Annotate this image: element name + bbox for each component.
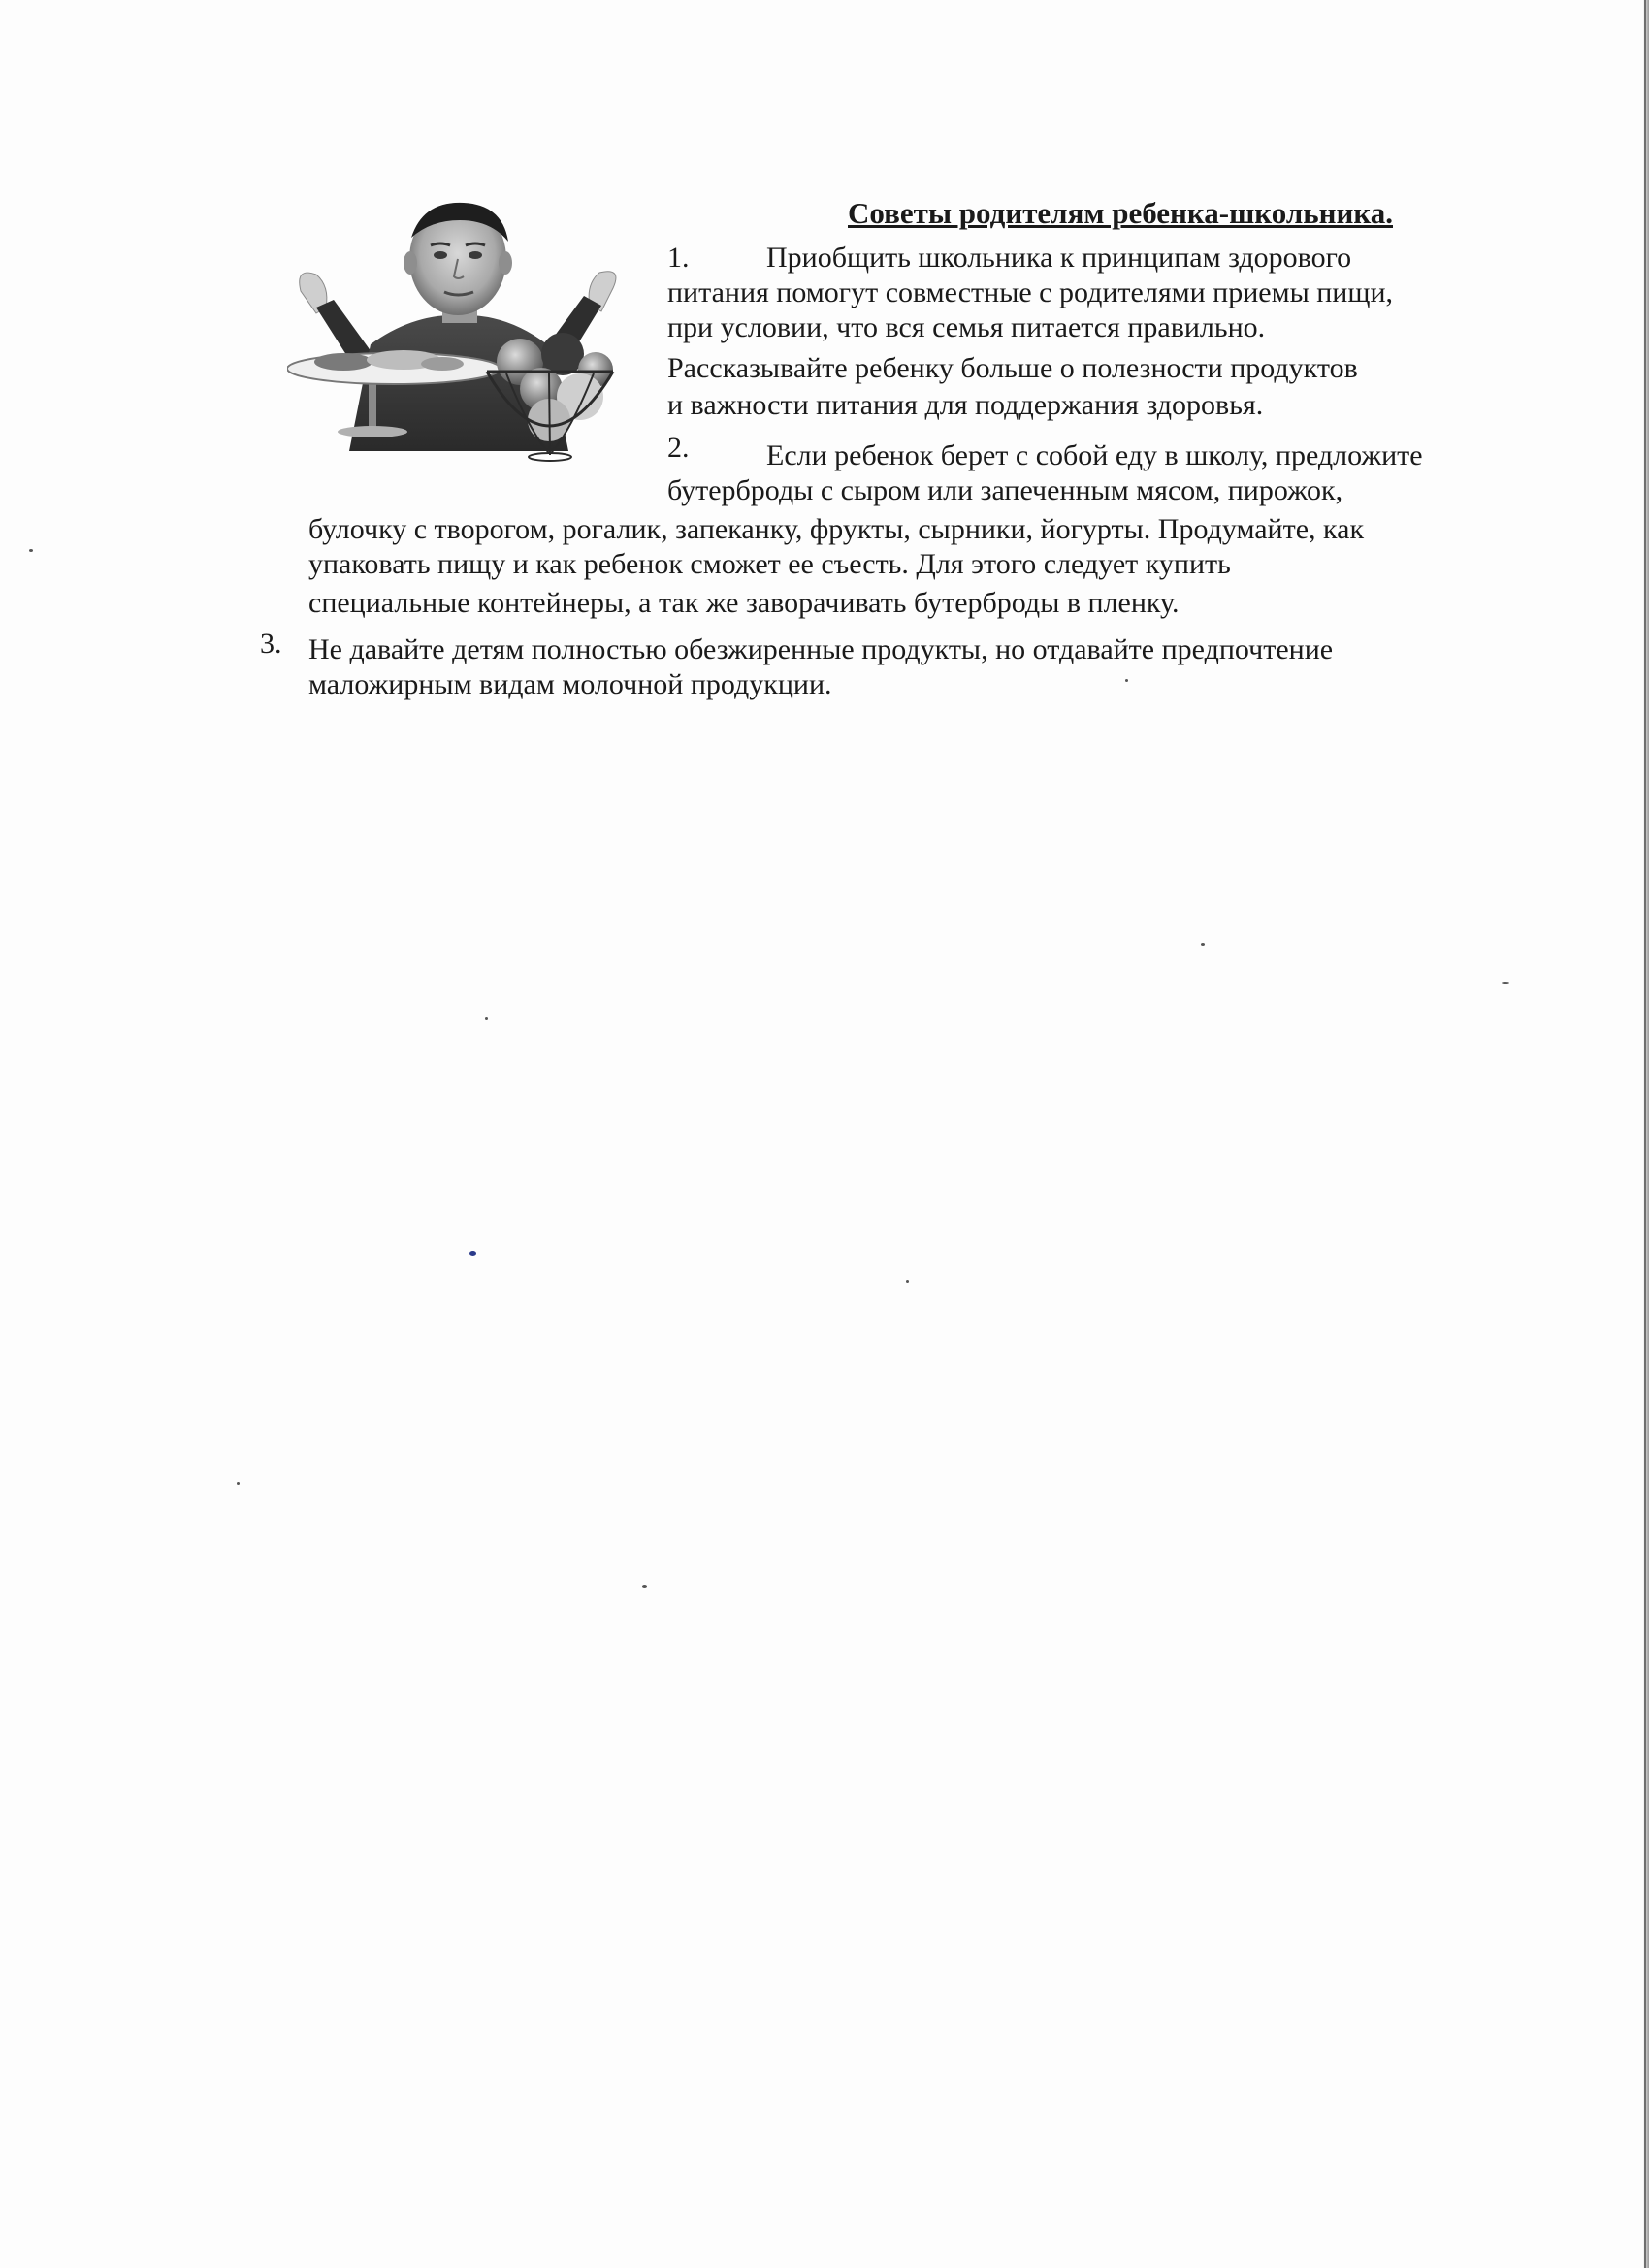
scan-speck (906, 1280, 909, 1283)
list-item-text-line: Рассказывайте ребенку больше о полезности продуктов (667, 352, 1358, 384)
list-item-text-line: Если ребенок берет с собой еду в школу, предложите (766, 439, 1423, 471)
document-title: Советы родителям ребенка-школьника. (848, 196, 1393, 230)
scan-speck (237, 1482, 240, 1485)
list-item-number: 3. (260, 628, 282, 660)
list-item-text-line: Приобщить школьника к принципам здорового (766, 242, 1352, 274)
list-item-number: 2. (667, 432, 690, 464)
list-item-text-line: специальные контейнеры, а так же заворачивать бутерброды в пленку. (308, 587, 1180, 619)
scan-speck (469, 1251, 476, 1256)
scan-speck (29, 549, 33, 552)
list-item-number: 1. (667, 242, 690, 274)
scan-speck (1201, 943, 1205, 946)
list-item-text-line: булочку с творогом, рогалик, запеканку, фрукты, сырники, йогурты. Продумайте, как (308, 513, 1365, 545)
scan-speck (642, 1585, 647, 1588)
list-item-text-line: Не давайте детям полностью обезжиренные продукты, но отдавайте предпочтение (308, 633, 1334, 665)
list-item-text-line: и важности питания для поддержания здоровья. (667, 389, 1264, 421)
scan-speck (1125, 679, 1128, 682)
list-item-text-line: бутерброды с сыром или запеченным мясом, пирожок, (667, 474, 1343, 506)
scan-speck (1502, 982, 1509, 984)
list-item-text-line: маложирным видам молочной продукции. (308, 668, 832, 700)
list-item-text-line: упаковать пищу и как ребенок сможет ее съесть. Для этого следует купить (308, 548, 1231, 580)
scan-speck (485, 1017, 488, 1020)
scan-page-edge-line (1644, 0, 1646, 2268)
list-item-text-line: при условии, что вся семья питается правильно. (667, 311, 1266, 343)
list-item-text-line: питания помогут совместные с родителями приемы пищи, (667, 276, 1393, 308)
boy-with-food-photo (287, 199, 629, 463)
